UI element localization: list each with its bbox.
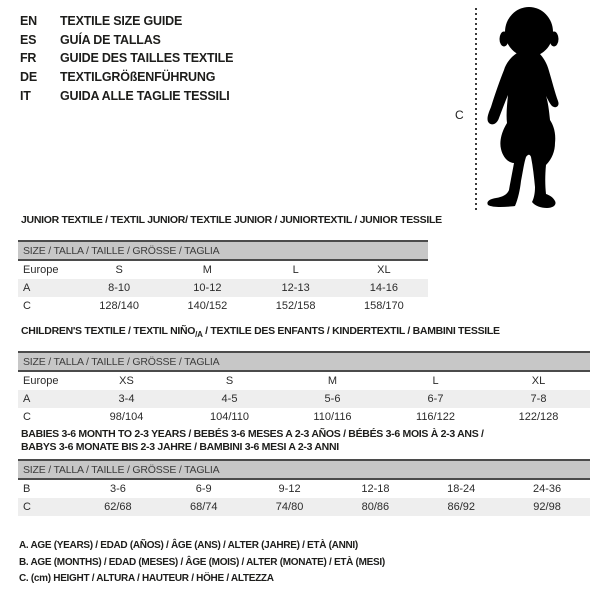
table-cell: 12-18 bbox=[361, 483, 390, 495]
row-label: Europe bbox=[23, 264, 59, 276]
language-code: EN bbox=[20, 14, 37, 29]
table-cell: 24-36 bbox=[532, 483, 562, 495]
table-cell: 98/104 bbox=[109, 411, 144, 424]
note-age-years: A. AGE (YEARS) / EDAD (AÑOS) / ÂGE (ANS) / ALTER (JAHRE) / ETÀ (ANNI) bbox=[19, 540, 358, 551]
row-label: B bbox=[23, 483, 31, 495]
table-row bbox=[18, 372, 590, 390]
table-cell: 4-5 bbox=[221, 393, 238, 406]
language-code: FR bbox=[20, 51, 37, 66]
title-line-2: BABYS 3-6 MONATE BIS 2-3 JAHRE / BAMBINI 3-6 MESI A 2-3 ANNI bbox=[21, 441, 339, 453]
row-label: C bbox=[23, 501, 31, 513]
size-header-bar: SIZE / TALLA / TAILLE / GRÖSSE / TAGLIA bbox=[18, 351, 590, 372]
childrens-textile-section bbox=[18, 325, 590, 426]
note-height-cm: C. (cm) HEIGHT / ALTURA / HAUTEUR / HÖHE / ALTEZZA bbox=[19, 573, 274, 584]
language-title: TEXTILE SIZE GUIDE bbox=[60, 14, 183, 29]
language-row-es bbox=[20, 31, 233, 50]
language-code: IT bbox=[20, 88, 31, 103]
table-cell: XL bbox=[531, 375, 546, 388]
language-row-fr bbox=[20, 49, 233, 68]
table-cell: 10-12 bbox=[193, 282, 222, 294]
table-cell: S bbox=[225, 375, 234, 388]
table-cell: 3-4 bbox=[118, 393, 135, 406]
language-legend bbox=[20, 12, 233, 105]
table-row bbox=[18, 498, 590, 516]
table-cell: 110/116 bbox=[313, 411, 352, 424]
table-cell: 6-9 bbox=[195, 483, 212, 495]
table-cell: 3-6 bbox=[109, 483, 126, 495]
language-title: GUÍA DE TALLAS bbox=[60, 32, 161, 47]
babies-textile-section bbox=[18, 428, 590, 516]
size-table bbox=[18, 351, 590, 426]
size-header-bar: SIZE / TALLA / TAILLE / GRÖSSE / TAGLIA bbox=[18, 240, 428, 261]
table-cell: M bbox=[202, 264, 212, 276]
table-cell: 8-10 bbox=[108, 282, 131, 294]
table-cell: 6-7 bbox=[427, 393, 444, 406]
table-cell: 14-16 bbox=[369, 282, 398, 294]
row-label: C bbox=[23, 411, 31, 424]
table-cell: L bbox=[292, 264, 299, 276]
table-cell: 18-24 bbox=[447, 483, 476, 495]
table-row bbox=[18, 480, 590, 498]
baby-silhouette-icon bbox=[482, 6, 574, 210]
table-cell: 7-8 bbox=[530, 393, 547, 406]
table-cell: M bbox=[327, 375, 338, 388]
size-table bbox=[18, 459, 590, 516]
language-title: TEXTILGRÖßENFÜHRUNG bbox=[60, 70, 216, 85]
table-cell: 62/68 bbox=[104, 501, 132, 513]
table-cell: 158/170 bbox=[363, 300, 404, 312]
language-row-en bbox=[20, 12, 233, 31]
height-measure-label: C bbox=[455, 108, 464, 122]
row-label: Europe bbox=[23, 375, 59, 388]
table-cell: S bbox=[115, 264, 123, 276]
table-cell: 74/80 bbox=[275, 501, 304, 513]
table-cell: 122/128 bbox=[518, 411, 559, 424]
table-row bbox=[18, 297, 428, 315]
height-measure-dashed-line bbox=[475, 8, 477, 213]
table-cell: XS bbox=[119, 375, 134, 388]
section-title: JUNIOR TEXTILE / TEXTIL JUNIOR/ TEXTILE JUNIOR / JUNIORTEXTIL / JUNIOR TESSILE bbox=[21, 214, 442, 226]
table-cell: 128/140 bbox=[99, 300, 139, 312]
language-title: GUIDA ALLE TAGLIE TESSILI bbox=[60, 88, 230, 103]
title-line-1: BABIES 3-6 MONTH TO 2-3 YEARS / BEBÉS 3-6 MESES A 2-3 AÑOS / BÉBÉS 3-6 MOIS À 2-3 ANS / bbox=[21, 428, 484, 440]
language-row-de bbox=[20, 68, 233, 87]
table-cell: 104/110 bbox=[210, 411, 249, 424]
table-row bbox=[18, 390, 590, 408]
title-text: CHILDREN'S TEXTILE / TEXTIL NIÑO bbox=[21, 325, 196, 337]
language-code: DE bbox=[20, 70, 37, 85]
table-cell: 152/158 bbox=[275, 300, 316, 312]
table-cell: 86/92 bbox=[447, 501, 475, 513]
section-title bbox=[18, 428, 590, 454]
table-cell: 116/122 bbox=[416, 411, 455, 424]
title-subscript: /A bbox=[195, 330, 203, 340]
measure-legend-notes bbox=[19, 538, 385, 588]
section-title bbox=[18, 325, 590, 341]
note-age-months: B. AGE (MONTHS) / EDAD (MESES) / ÂGE (MOIS) / ALTER (MONATE) / ETÀ (MESI) bbox=[19, 556, 385, 568]
table-row bbox=[18, 279, 428, 297]
size-table bbox=[18, 240, 428, 315]
table-cell: 68/74 bbox=[189, 501, 218, 513]
table-cell: XL bbox=[377, 264, 391, 276]
table-cell: 12-13 bbox=[281, 282, 310, 294]
language-row-it bbox=[20, 86, 233, 105]
table-cell: 5-6 bbox=[324, 393, 341, 406]
table-cell: 9-12 bbox=[278, 483, 301, 495]
row-label: A bbox=[23, 393, 31, 406]
table-row bbox=[18, 408, 590, 426]
junior-textile-section bbox=[18, 214, 442, 315]
size-header-bar: SIZE / TALLA / TAILLE / GRÖSSE / TAGLIA bbox=[18, 459, 590, 480]
table-cell: 92/98 bbox=[533, 501, 561, 513]
title-text: / TEXTILE DES ENFANTS / KINDERTEXTIL / BAMBINI TESSILE bbox=[202, 325, 500, 337]
language-title: GUIDE DES TAILLES TEXTILE bbox=[60, 51, 234, 66]
table-cell: L bbox=[432, 375, 439, 388]
row-label: A bbox=[23, 282, 31, 294]
table-row bbox=[18, 261, 428, 279]
language-code: ES bbox=[20, 32, 37, 47]
table-cell: 140/152 bbox=[187, 300, 228, 312]
row-label: C bbox=[23, 300, 31, 312]
table-cell: 80/86 bbox=[361, 501, 390, 513]
